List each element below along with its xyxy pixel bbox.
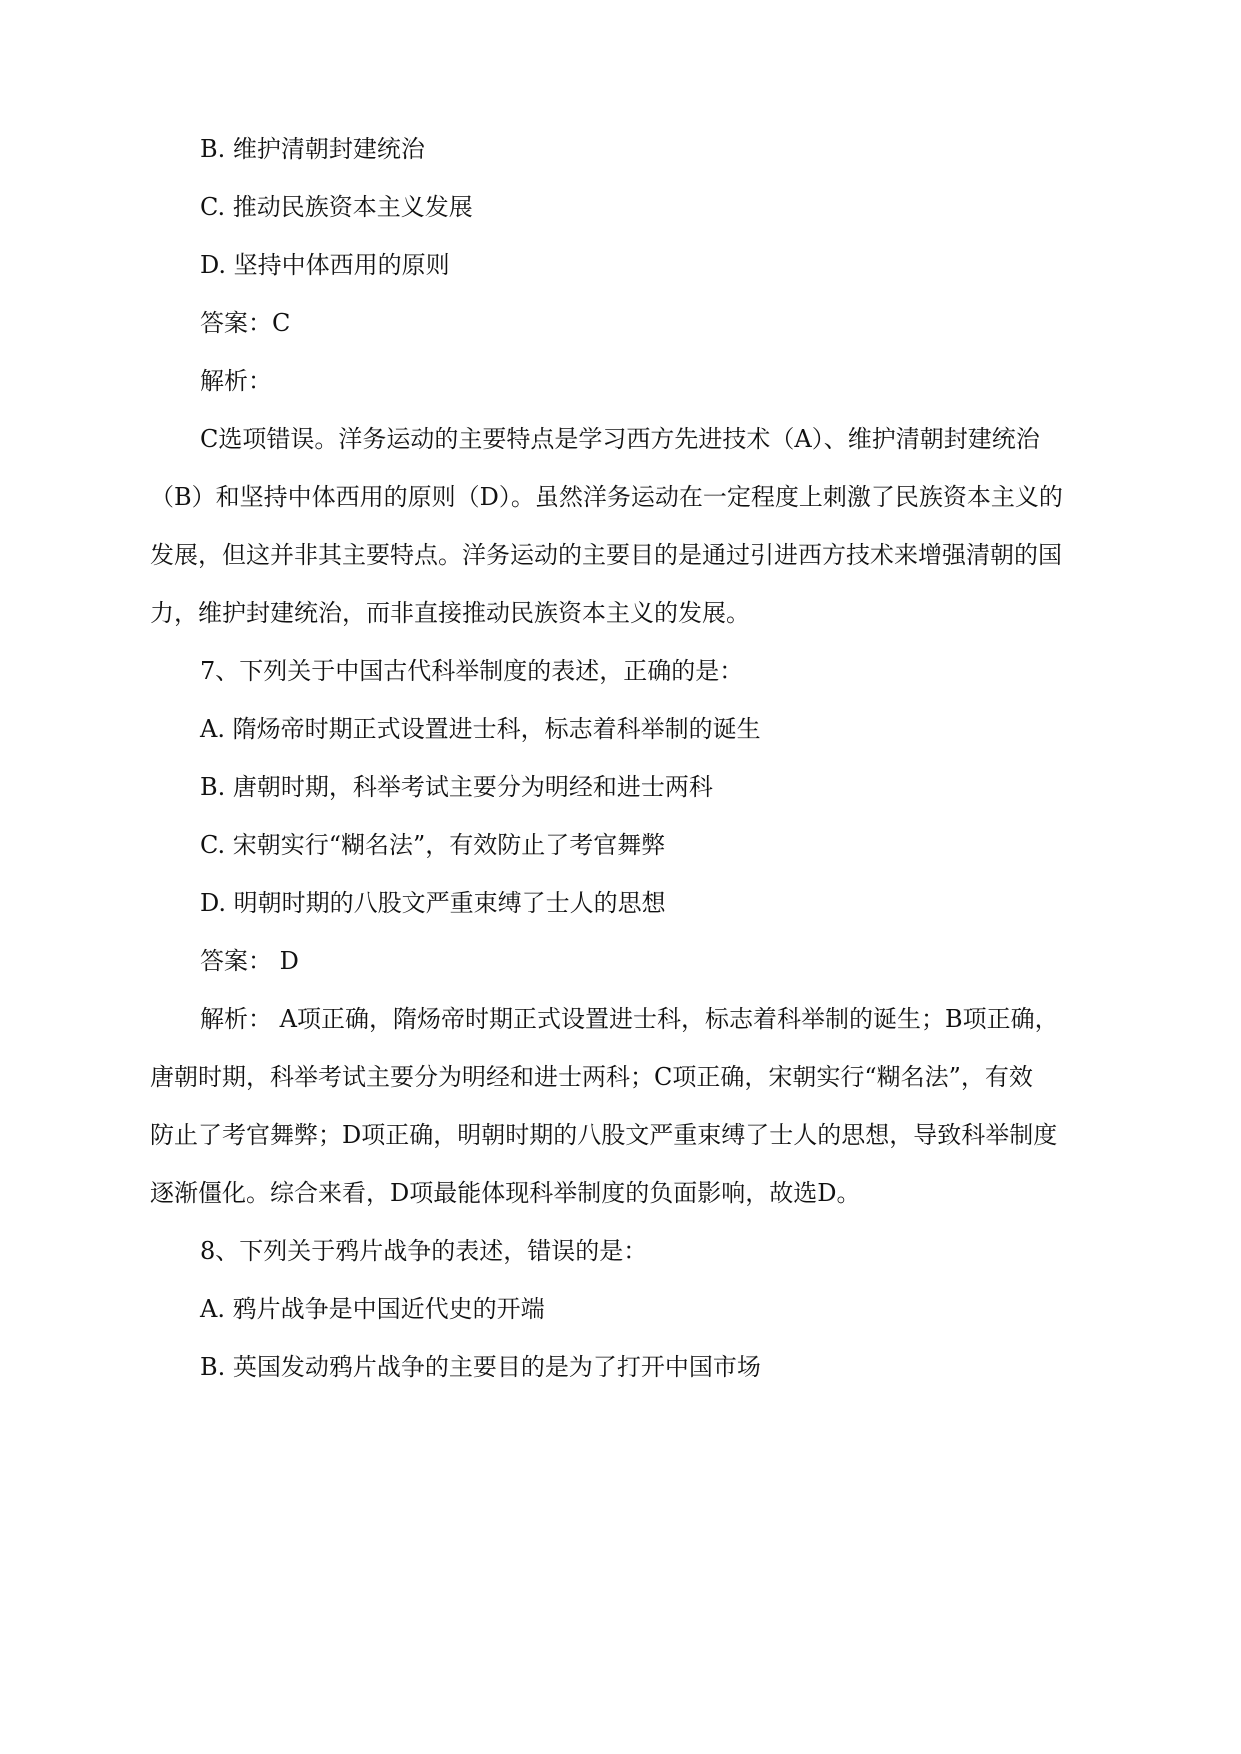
q6-option-d: D. 坚持中体西用的原则 [200, 251, 450, 279]
q7-analysis-line-4: 逐渐僵化。综合来看，D项最能体现科举制度的负面影响，故选D。 [150, 1179, 861, 1207]
q8-option-a: A. 鸦片战争是中国近代史的开端 [200, 1295, 545, 1323]
q7-option-a: A. 隋炀帝时期正式设置进士科，标志着科举制的诞生 [200, 715, 761, 743]
q6-analysis-line-4: 力，维护封建统治，而非直接推动民族资本主义的发展。 [150, 599, 750, 627]
q7-option-c: C. 宋朝实行“糊名法”，有效防止了考官舞弊 [200, 831, 666, 859]
q7-analysis-line-1: 解析： A项正确，隋炀帝时期正式设置进士科，标志着科举制的诞生；B项正确， [200, 1005, 1059, 1033]
q7-option-d: D. 明朝时期的八股文严重束缚了士人的思想 [200, 889, 666, 917]
q7-option-b: B. 唐朝时期，科举考试主要分为明经和进士两科 [200, 773, 713, 801]
q6-analysis-label: 解析： [200, 367, 272, 395]
q8-question: 8、下列关于鸦片战争的表述，错误的是： [200, 1237, 648, 1265]
q6-analysis-line-2: （B）和坚持中体西用的原则（D）。虽然洋务运动在一定程度上刺激了民族资本主义的 [150, 483, 1063, 511]
q6-option-c: C. 推动民族资本主义发展 [200, 193, 473, 221]
q7-question: 7、下列关于中国古代科举制度的表述，正确的是： [200, 657, 744, 685]
q6-analysis-line-1: C选项错误。洋务运动的主要特点是学习西方先进技术（A）、维护清朝封建统治 [200, 425, 1040, 453]
q7-analysis-line-2: 唐朝时期，科举考试主要分为明经和进士两科；C项正确，宋朝实行“糊名法”，有效 [150, 1063, 1033, 1091]
q8-option-b: B. 英国发动鸦片战争的主要目的是为了打开中国市场 [200, 1353, 761, 1381]
q6-analysis-line-3: 发展，但这并非其主要特点。洋务运动的主要目的是通过引进西方技术来增强清朝的国 [150, 541, 1062, 569]
q7-answer: 答案： D [200, 947, 299, 975]
q6-option-b: B. 维护清朝封建统治 [200, 135, 425, 163]
q7-analysis-line-3: 防止了考官舞弊；D项正确，明朝时期的八股文严重束缚了士人的思想，导致科举制度 [150, 1121, 1058, 1149]
q6-answer: 答案：C [200, 309, 291, 337]
